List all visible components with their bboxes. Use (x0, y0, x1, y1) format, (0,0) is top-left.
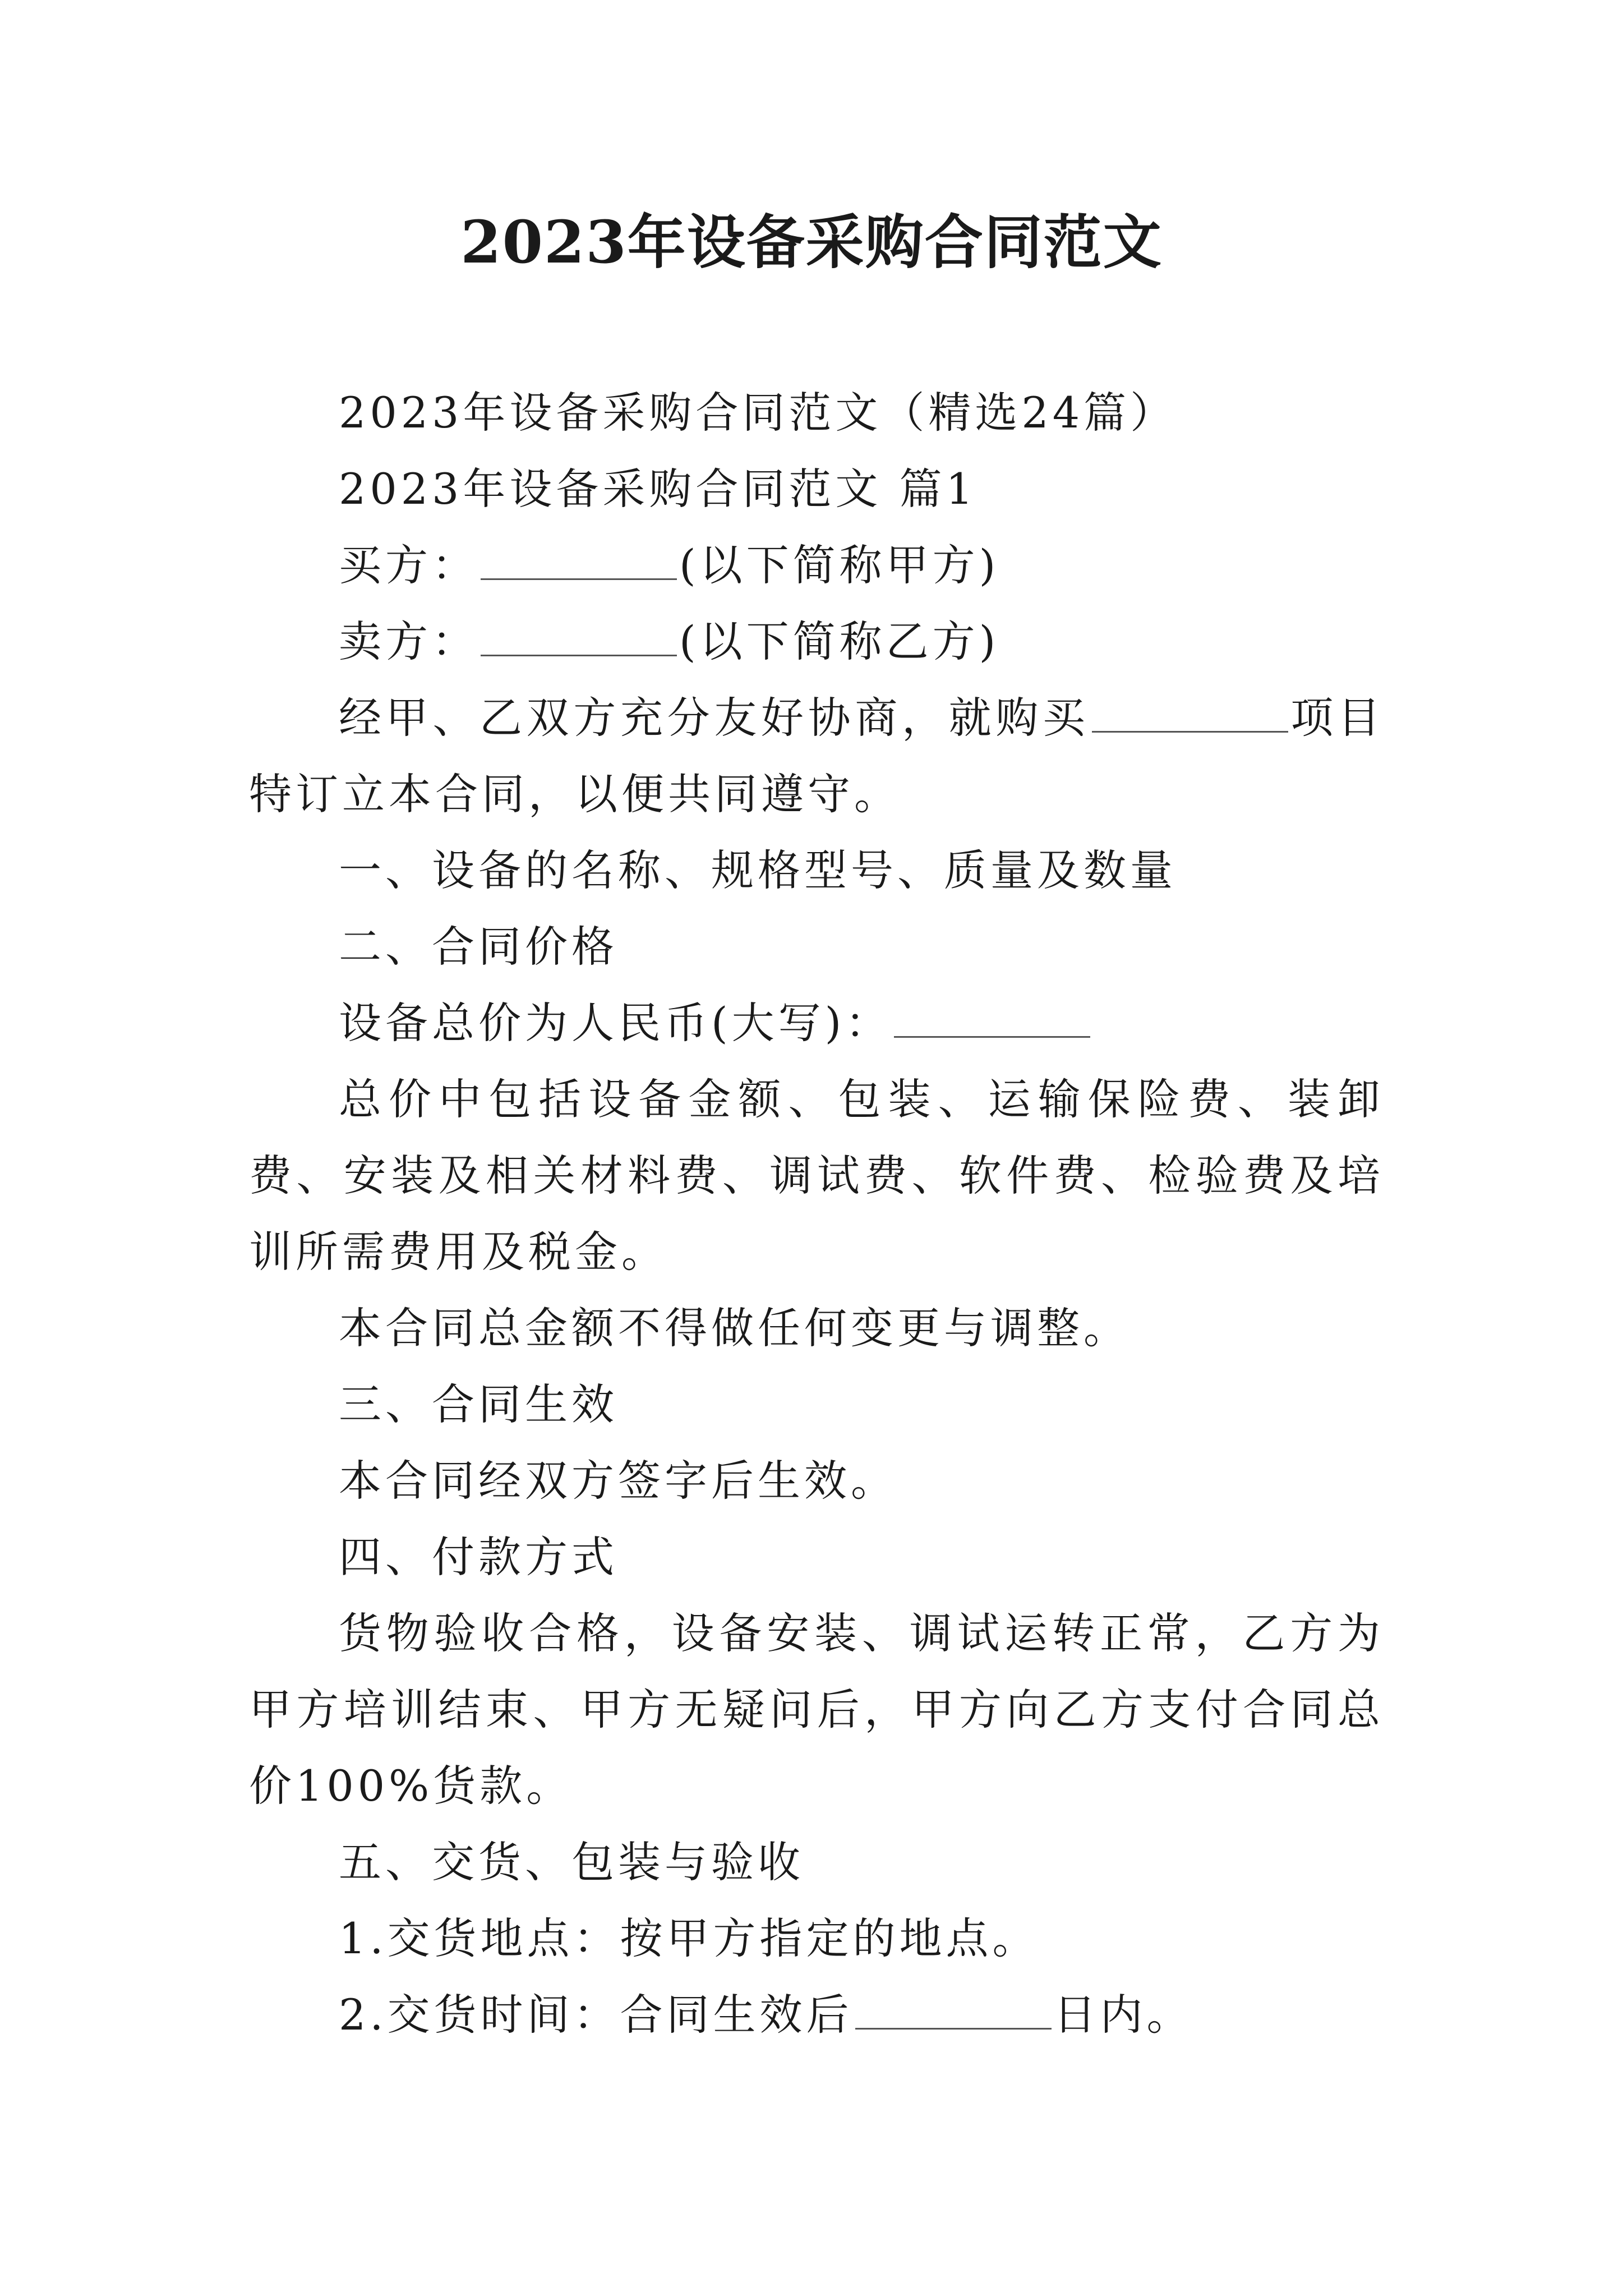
section-heading-1: 一、设备的名称、规格型号、质量及数量 (339, 845, 1177, 895)
document-title: 2023年设备采购合同范文 (460, 208, 1163, 277)
section-heading-3: 三、合同生效 (339, 1379, 618, 1429)
payment-paragraph: 货物验收合格，设备安装、调试运转正常，乙方为甲方培训结束、甲方无疑问后，甲方向乙方支付合同总价100%货款。 (249, 1608, 1384, 1811)
article-heading: 2023年设备采购合同范文 篇1 (339, 464, 977, 514)
effective-paragraph: 本合同经双方签字后生效。 (339, 1456, 897, 1506)
delivery-time-after: 日内。 (1053, 1990, 1193, 2040)
preamble-text-end: 项目特订立本合同，以便共同遵守。 (249, 693, 1385, 819)
preamble-paragraph (249, 680, 1384, 832)
total-price-label: 设备总价为人民币(大写)： (339, 998, 892, 1048)
preamble-text-start: 经甲、乙双方充分友好协商，就购买 (339, 693, 1090, 743)
section-heading-2: 二、合同价格 (339, 922, 618, 972)
price-includes-paragraph: 总价中包括设备金额、包装、运输保险费、装卸费、安装及相关材料费、调试费、软件费、检验费及培训所需费用及税金。 (249, 1074, 1384, 1277)
total-price-line (249, 985, 1384, 1061)
seller-line (249, 604, 1384, 680)
buyer-note: (以下简称甲方) (679, 540, 1000, 590)
document-body (249, 375, 1384, 2053)
buyer-label: 买方： (339, 540, 478, 590)
seller-note: (以下简称乙方) (679, 616, 1000, 666)
section-heading-5: 五、交货、包装与验收 (339, 1837, 804, 1887)
buyer-line (249, 527, 1384, 604)
total-price-blank (894, 1000, 1090, 1038)
collection-heading: 2023年设备采购合同范文（精选24篇） (339, 388, 1177, 438)
section-heading-4: 四、付款方式 (339, 1532, 618, 1582)
seller-label: 卖方： (339, 616, 478, 666)
delivery-days-blank (855, 1992, 1052, 2030)
delivery-time-item (249, 1977, 1384, 2053)
delivery-time-label: 2.交货时间：合同生效后 (339, 1990, 853, 2040)
project-blank (1092, 695, 1288, 733)
price-fixed-paragraph: 本合同总金额不得做任何变更与调整。 (339, 1303, 1130, 1353)
delivery-place-item: 1.交货地点：按甲方指定的地点。 (339, 1913, 1039, 1963)
seller-blank (481, 619, 677, 656)
buyer-blank (481, 542, 677, 580)
